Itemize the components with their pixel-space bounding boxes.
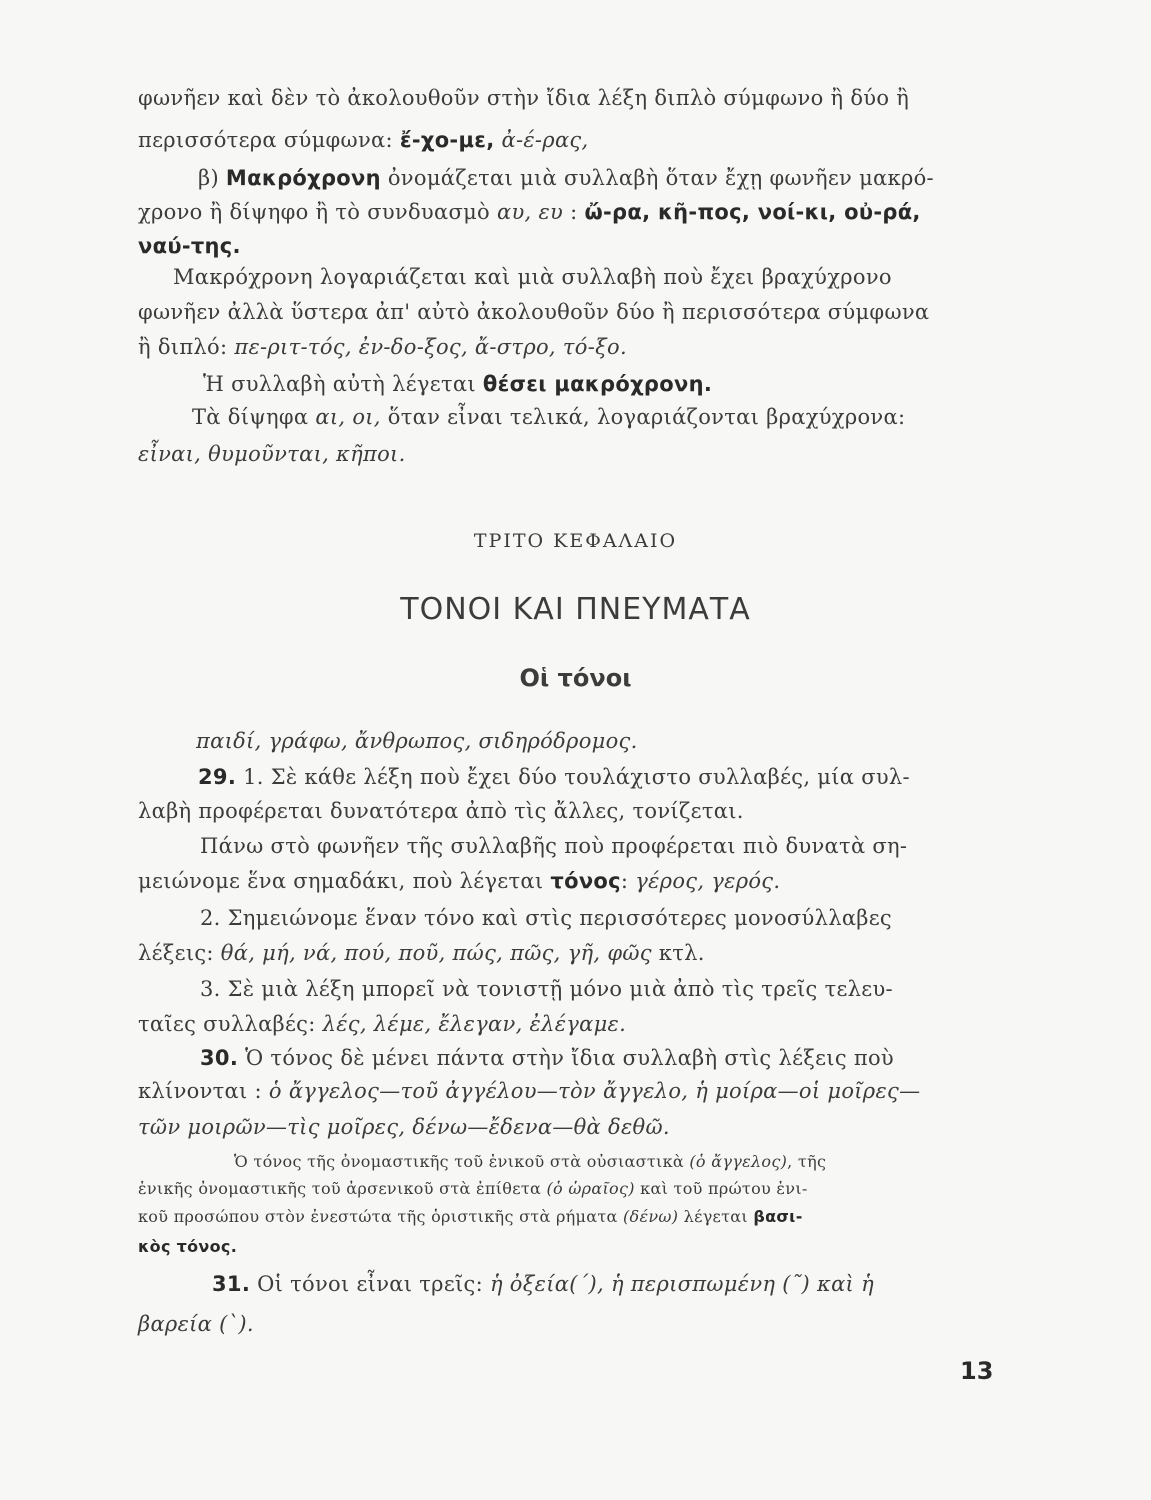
text-line: βαρεία (`).: [138, 1312, 254, 1336]
text-line: κὸς τόνος.: [138, 1237, 238, 1256]
text-line: β) Μακρόχρονη ὀνομάζεται μιὰ συλλαβὴ ὅταν ἔχῃ φωνῆεν μακρό-: [198, 166, 934, 190]
text-line: 30. Ὁ τόνος δὲ μένει πάντα στὴν ἴδια συλλαβὴ στὶς λέξεις ποὺ: [200, 1046, 894, 1070]
text-line: 2. Σημειώνομε ἕναν τόνο καὶ στὶς περισσότερες μονοσύλλαβες: [200, 906, 892, 930]
text-line: φωνῆεν ἀλλὰ ὕστερα ἀπ' αὐτὸ ἀκολουθοῦν δύο ἢ περισσότερα σύμφωνα: [138, 300, 930, 324]
text-line: Ἡ συλλαβὴ αὐτὴ λέγεται θέσει μακρόχρονη.: [203, 372, 713, 396]
text-line: λαβὴ προφέρεται δυνατότερα ἀπὸ τὶς ἄλλες, τονίζεται.: [138, 799, 744, 823]
text-line: Μακρόχρονη λογαριάζεται καὶ μιὰ συλλαβὴ ποὺ ἔχει βραχύχρονο: [173, 265, 892, 289]
text-line: κοῦ προσώπου στὸν ἐνεστώτα τῆς ὁριστικῆς στὰ ρήματα (δένω) λέγεται βασι-: [138, 1207, 803, 1226]
text-line: Πάνω στὸ φωνῆεν τῆς συλλαβῆς ποὺ προφέρεται πιὸ δυνατὰ ση-: [200, 834, 908, 858]
page-number: 13: [960, 1357, 994, 1385]
text-line: ταῖες συλλαβές: λές, λέμε, ἔλεγαν, ἐλέγαμε.: [138, 1012, 627, 1036]
text-line: εἶναι, θυμοῦνται, κῆποι.: [138, 442, 406, 466]
text-line: Ὁ τόνος τῆς ὀνομαστικῆς τοῦ ἑνικοῦ στὰ οὐσιαστικὰ (ὁ ἄγγελος), τῆς: [234, 1152, 827, 1171]
text-line: τῶν μοιρῶν—τὶς μοῖρες, δένω—ἔδενα—θὰ δεθῶ.: [138, 1115, 670, 1139]
text-line: κλίνονται : ὁ ἄγγελος—τοῦ ἀγγέλου—τὸν ἄγγελο, ἡ μοίρα—οἱ μοῖρες—: [138, 1079, 921, 1103]
text-line: ἑνικῆς ὀνομαστικῆς τοῦ ἀρσενικοῦ στὰ ἐπίθετα (ὁ ὡραῖος) καὶ τοῦ πρώτου ἑνι-: [138, 1179, 808, 1198]
text-line: ναύ-της.: [138, 234, 241, 258]
section-subtitle: Οἱ τόνοι: [519, 664, 632, 692]
text-line: 3. Σὲ μιὰ λέξη μπορεῖ νὰ τονιστῇ μόνο μιὰ ἀπὸ τὶς τρεῖς τελευ-: [200, 977, 893, 1001]
text-line: χρονο ἢ δίψηφο ἢ τὸ συνδυασμὸ αυ, ευ : ὤ-ρα, κῆ-πος, νοί-κι, οὐ-ρά,: [138, 200, 921, 224]
text-line: Τὰ δίψηφα αι, οι, ὅταν εἶναι τελικά, λογαριάζονται βραχύχρονα:: [192, 405, 906, 429]
text-line: 31. Οἱ τόνοι εἶναι τρεῖς: ἡ ὀξεία(´), ἡ περισπωμένη (῀) καὶ ἡ: [212, 1272, 874, 1296]
text-line: παιδί, γράφω, ἄνθρωπος, σιδηρόδρομος.: [196, 729, 638, 753]
text-line: φωνῆεν καὶ δὲν τὸ ἀκολουθοῦν στὴν ἴδια λέξη διπλὸ σύμφωνο ἢ δύο ἢ: [138, 86, 910, 110]
text-line: περισσότερα σύμφωνα: ἔ-χο-με, ἀ-έ-ρας,: [138, 128, 589, 152]
chapter-heading: ΤΡΙΤΟ ΚΕΦΑΛΑΙΟ: [473, 530, 678, 552]
text-line: ἢ διπλό: πε-ριτ-τός, ἐν-δο-ξος, ἄ-στρο, τό-ξο.: [138, 335, 627, 359]
page-title: ΤΟΝΟΙ ΚΑΙ ΠΝΕΥΜΑΤΑ: [400, 592, 751, 627]
text-line: 29. 1. Σὲ κάθε λέξη ποὺ ἔχει δύο τουλάχιστο συλλαβές, μία συλ-: [198, 765, 910, 789]
text-line: λέξεις: θά, μή, νά, πού, ποῦ, πώς, πῶς, γῆ, φῶς κτλ.: [138, 941, 705, 965]
text-line: μειώνομε ἕνα σημαδάκι, ποὺ λέγεται τόνος: γέρος, γερός.: [138, 869, 781, 893]
